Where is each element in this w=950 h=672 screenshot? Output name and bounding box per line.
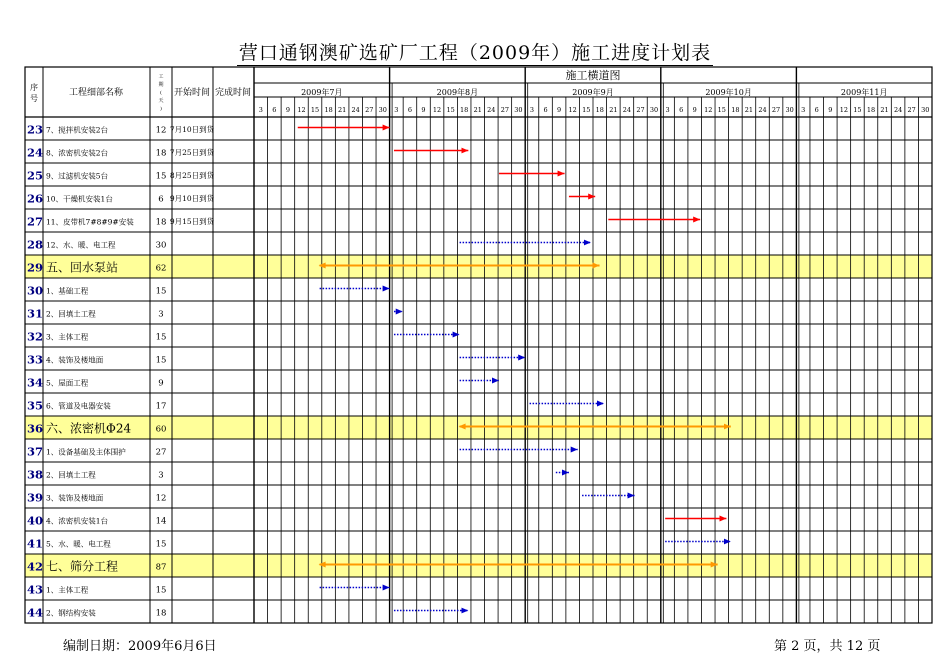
page-number: 第 2 页，共 12 页 bbox=[774, 639, 881, 654]
day-tick-label: 6 bbox=[407, 106, 413, 114]
row-number: 28 bbox=[27, 237, 44, 252]
header-seq-2: 号 bbox=[30, 94, 38, 103]
day-tick-label: 24 bbox=[351, 106, 360, 114]
task-name: 10、干燥机安装1台 bbox=[46, 194, 113, 204]
row-number: 29 bbox=[27, 260, 44, 275]
header-duration-char: 期 bbox=[158, 82, 164, 88]
day-tick-label: 15 bbox=[310, 106, 320, 114]
day-tick-label: 6 bbox=[679, 106, 684, 114]
task-duration: 9 bbox=[158, 378, 164, 389]
row-number: 36 bbox=[27, 421, 44, 436]
day-tick-label: 27 bbox=[907, 106, 916, 114]
day-tick-label: 24 bbox=[758, 106, 767, 114]
task-duration: 14 bbox=[155, 516, 167, 527]
row-number: 39 bbox=[27, 490, 44, 505]
header-duration-char: ) bbox=[160, 106, 162, 112]
month-label: 2009年10月 bbox=[705, 88, 752, 97]
task-duration: 15 bbox=[155, 171, 167, 182]
day-tick-label: 12 bbox=[297, 106, 306, 114]
task-name: 9、过滤机安装5台 bbox=[46, 171, 109, 181]
day-tick-label: 9 bbox=[692, 106, 697, 114]
day-tick-label: 3 bbox=[258, 106, 263, 114]
task-name: 3、主体工程 bbox=[46, 332, 89, 342]
day-tick-label: 21 bbox=[337, 106, 347, 114]
header-finish: 完成时间 bbox=[214, 88, 252, 98]
task-duration: 27 bbox=[155, 447, 167, 458]
day-tick-label: 3 bbox=[665, 106, 670, 114]
header-duration-char: 天 bbox=[158, 98, 164, 104]
day-tick-label: 6 bbox=[272, 106, 277, 114]
day-tick-label: 12 bbox=[568, 106, 577, 114]
day-tick-label: 15 bbox=[582, 106, 591, 114]
task-start: 9月10日到货 bbox=[169, 194, 215, 203]
task-start: 7月25日到货 bbox=[169, 148, 215, 157]
task-duration: 17 bbox=[155, 401, 167, 412]
row-number: 37 bbox=[27, 444, 44, 459]
day-tick-label: 6 bbox=[543, 106, 548, 114]
day-tick-label: 18 bbox=[595, 106, 604, 114]
task-name: 2、回填土工程 bbox=[46, 470, 96, 480]
day-tick-label: 18 bbox=[324, 106, 333, 114]
task-duration: 18 bbox=[155, 217, 167, 228]
day-tick-label: 9 bbox=[285, 106, 290, 114]
day-tick-label: 30 bbox=[785, 106, 794, 114]
task-name: 11、皮带机7#8#9#安装 bbox=[46, 217, 134, 227]
day-tick-label: 30 bbox=[649, 106, 659, 114]
day-tick-label: 24 bbox=[487, 106, 496, 114]
task-duration: 18 bbox=[155, 148, 167, 159]
day-tick-label: 21 bbox=[880, 106, 889, 114]
task-name: 4、装饰及楼地面 bbox=[46, 355, 104, 365]
task-name: 4、浓密机安装1台 bbox=[46, 516, 109, 526]
task-duration: 12 bbox=[155, 493, 167, 504]
day-tick-label: 9 bbox=[421, 106, 426, 114]
row-number: 26 bbox=[27, 191, 44, 206]
day-tick-label: 12 bbox=[839, 106, 849, 114]
task-start: 7月10日到货 bbox=[169, 125, 215, 134]
row-number: 23 bbox=[27, 122, 44, 137]
task-duration: 3 bbox=[158, 470, 164, 481]
task-duration: 6 bbox=[158, 194, 164, 205]
row-number: 34 bbox=[27, 375, 44, 390]
day-tick-label: 21 bbox=[609, 106, 618, 114]
page-title-text: 营口通钢澳矿选矿厂工程（2009年）施工进度计划表 bbox=[238, 42, 712, 64]
row-number: 42 bbox=[27, 559, 44, 574]
month-label: 2009年7月 bbox=[301, 88, 343, 97]
row-number: 32 bbox=[27, 329, 44, 344]
row-number: 38 bbox=[27, 467, 44, 482]
day-tick-label: 18 bbox=[460, 106, 469, 114]
header-gantt: 施工横道图 bbox=[565, 69, 621, 82]
header-duration-char: 工 bbox=[158, 74, 164, 80]
row-number: 31 bbox=[27, 306, 44, 321]
day-tick-label: 9 bbox=[828, 106, 833, 114]
task-name: 五、回水泵站 bbox=[46, 260, 119, 275]
day-tick-label: 3 bbox=[801, 106, 806, 114]
task-name: 7、搅拌机安装2台 bbox=[46, 125, 109, 135]
task-name: 1、主体工程 bbox=[46, 585, 89, 595]
day-tick-label: 30 bbox=[921, 106, 930, 114]
task-duration: 3 bbox=[158, 309, 164, 320]
day-tick-label: 12 bbox=[432, 106, 442, 114]
task-start: 8月25日到货 bbox=[169, 171, 215, 180]
day-tick-label: 6 bbox=[814, 106, 819, 114]
day-tick-label: 27 bbox=[500, 106, 510, 114]
day-tick-label: 3 bbox=[529, 106, 535, 114]
task-name: 8、浓密机安装2台 bbox=[46, 148, 109, 158]
day-tick-label: 27 bbox=[771, 106, 781, 114]
day-tick-label: 15 bbox=[717, 106, 726, 114]
row-number: 24 bbox=[27, 145, 44, 160]
day-tick-label: 3 bbox=[394, 106, 399, 114]
day-tick-label: 15 bbox=[446, 106, 455, 114]
task-name: 1、设备基础及主体围护 bbox=[46, 447, 126, 457]
row-number: 27 bbox=[27, 214, 44, 229]
month-label: 2009年8月 bbox=[436, 88, 479, 97]
task-name: 12、水、暖、电工程 bbox=[46, 240, 116, 250]
day-tick-label: 15 bbox=[853, 106, 862, 114]
row-number: 35 bbox=[27, 398, 44, 413]
task-duration: 30 bbox=[155, 240, 167, 251]
month-label: 2009年9月 bbox=[572, 88, 614, 97]
task-duration: 15 bbox=[155, 286, 167, 297]
task-name: 5、屋面工程 bbox=[46, 378, 89, 388]
task-name: 七、筛分工程 bbox=[46, 559, 119, 574]
task-duration: 15 bbox=[155, 585, 167, 596]
header-duration-char: ( bbox=[160, 90, 162, 96]
day-tick-label: 21 bbox=[744, 106, 754, 114]
day-tick-label: 12 bbox=[704, 106, 713, 114]
task-duration: 18 bbox=[155, 608, 167, 619]
day-tick-label: 24 bbox=[893, 106, 903, 114]
month-label: 2009年11月 bbox=[840, 88, 888, 97]
row-number: 30 bbox=[27, 283, 44, 298]
task-duration: 15 bbox=[155, 539, 167, 550]
task-duration: 87 bbox=[155, 562, 167, 573]
task-start: 9月15日到货 bbox=[169, 217, 215, 226]
row-number: 44 bbox=[27, 605, 44, 620]
row-number: 40 bbox=[27, 513, 44, 528]
header-start: 开始时间 bbox=[173, 88, 211, 98]
task-duration: 62 bbox=[155, 263, 167, 274]
header-seq-1: 序 bbox=[30, 83, 38, 92]
row-number: 25 bbox=[27, 168, 44, 183]
task-duration: 12 bbox=[155, 125, 167, 136]
day-tick-label: 30 bbox=[378, 106, 387, 114]
day-tick-label: 9 bbox=[557, 106, 562, 114]
task-duration: 15 bbox=[155, 355, 167, 366]
day-tick-label: 27 bbox=[365, 106, 374, 114]
row-number: 33 bbox=[27, 352, 44, 367]
task-duration: 15 bbox=[155, 332, 167, 343]
task-name: 2、钢结构安装 bbox=[46, 608, 96, 618]
task-duration: 60 bbox=[155, 424, 167, 435]
task-name: 6、管道及电器安装 bbox=[46, 401, 111, 411]
compiled-date: 编制日期：2009年6月6日 bbox=[63, 639, 217, 654]
header-name: 工程细部名称 bbox=[68, 88, 124, 98]
task-name: 5、水、暖、电工程 bbox=[46, 539, 111, 549]
task-name: 3、装饰及楼地面 bbox=[46, 493, 104, 503]
day-tick-label: 21 bbox=[473, 106, 482, 114]
day-tick-label: 24 bbox=[622, 106, 632, 114]
task-name: 六、浓密机Φ24 bbox=[46, 421, 132, 436]
row-number: 43 bbox=[27, 582, 44, 597]
day-tick-label: 30 bbox=[514, 106, 523, 114]
day-tick-label: 27 bbox=[636, 106, 645, 114]
day-tick-label: 18 bbox=[866, 106, 876, 114]
row-number: 41 bbox=[27, 536, 44, 551]
day-tick-label: 18 bbox=[731, 106, 740, 114]
task-name: 1、基础工程 bbox=[46, 286, 89, 296]
task-name: 2、回填土工程 bbox=[46, 309, 96, 319]
